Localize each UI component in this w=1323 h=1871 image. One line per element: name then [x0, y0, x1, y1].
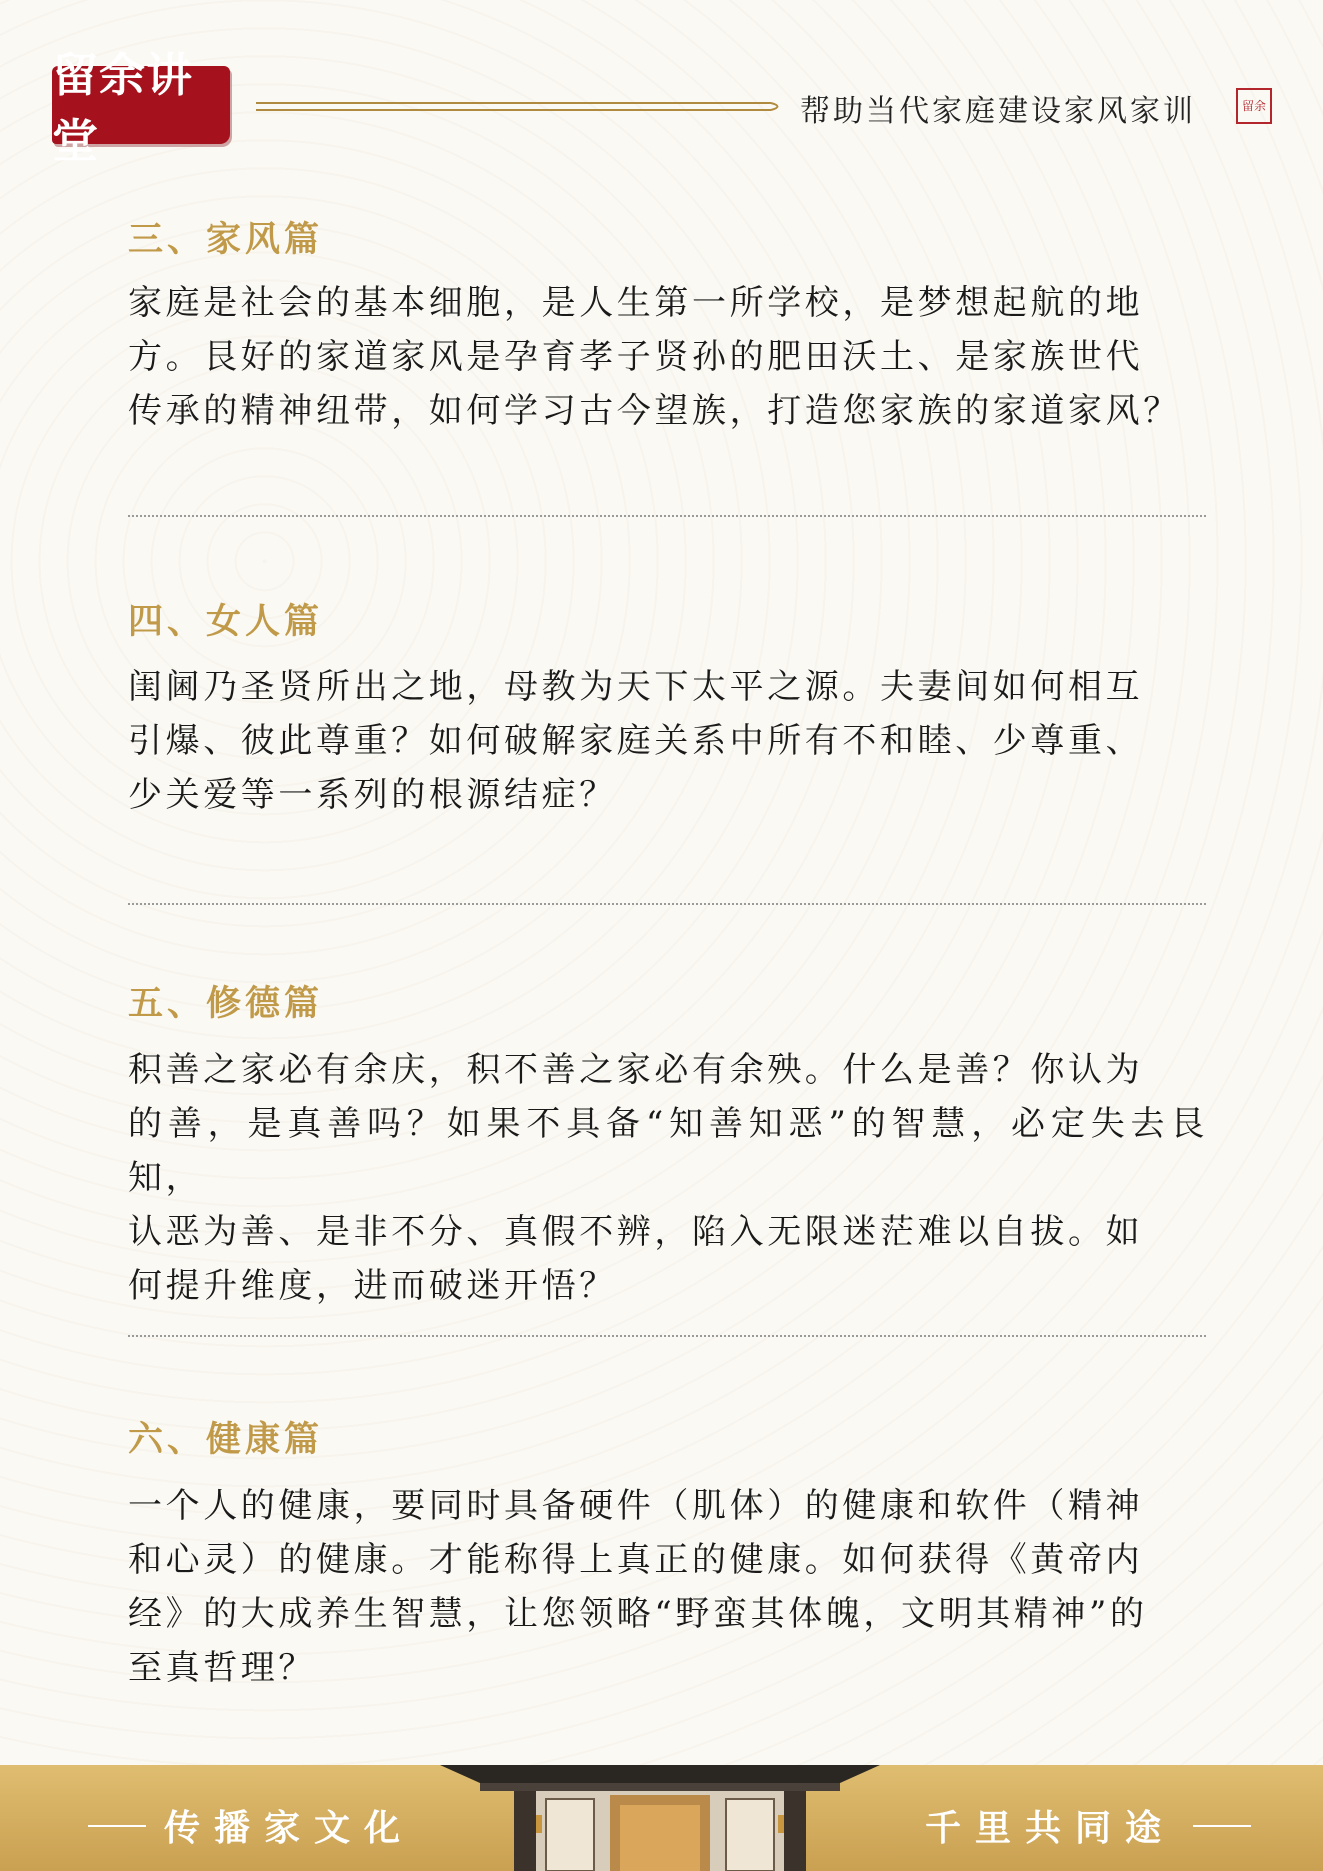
section-body-nvren — [128, 660, 1208, 822]
body-line: 传承的精神纽带，如何学习古今望族，打造您家族的家道家风？ — [128, 391, 1181, 431]
header-slogan: 帮助当代家庭建设家风家训 — [800, 94, 1196, 129]
gate-illustration — [440, 1765, 880, 1871]
section-divider — [128, 1335, 1206, 1337]
footer-left-text: 传播家文化 — [164, 1807, 415, 1849]
header-decorative-line — [256, 100, 786, 114]
body-line: 闺阃乃圣贤所出之地，母教为天下太平之源。夫妻间如何相互 — [128, 667, 1144, 707]
body-line: 家庭是社会的基本细胞，是人生第一所学校，是梦想起航的地 — [128, 283, 1144, 323]
body-line: 的善，是真善吗？如果不具备“知善知恶”的智慧，必定失去艮知， — [128, 1104, 1208, 1198]
body-line: 认恶为善、是非不分、真假不辨，陷入无限迷茫难以自拔。如 — [128, 1212, 1144, 1252]
section-body-xiude — [128, 1043, 1208, 1313]
section-title-nvren: 四、女人篇 — [128, 601, 324, 642]
section-body-jiafeng — [128, 276, 1208, 438]
dash-decoration — [1193, 1825, 1251, 1827]
dash-decoration — [88, 1825, 146, 1827]
body-line: 引爆、彼此尊重？如何破解家庭关系中所有不和睦、少尊重、 — [128, 721, 1144, 761]
section-body-jiankang — [128, 1479, 1208, 1695]
brand-logo: 留余讲堂 — [52, 66, 230, 144]
body-line: 经》的大成养生智慧，让您领略“野蛮其体魄，文明其精神”的 — [128, 1594, 1148, 1634]
body-line: 积善之家必有余庆，积不善之家必有余殃。什么是善？你认为 — [128, 1050, 1144, 1090]
section-title-xiude: 五、修德篇 — [128, 983, 324, 1024]
body-line: 方。艮好的家道家风是孕育孝子贤孙的肥田沃土、是家族世代 — [128, 337, 1144, 377]
seal-stamp: 留余 — [1236, 88, 1272, 124]
body-line: 一个人的健康，要同时具备硬件（肌体）的健康和软件（精神 — [128, 1486, 1144, 1526]
footer-left-slogan — [70, 1800, 414, 1851]
body-line: 至真哲理？ — [128, 1648, 316, 1688]
footer-right-text: 千里共同途 — [925, 1807, 1176, 1849]
body-line: 何提升维度，进而破迷开悟？ — [128, 1266, 617, 1306]
section-divider — [128, 515, 1206, 517]
footer-right-slogan — [925, 1800, 1269, 1851]
section-divider — [128, 903, 1206, 905]
body-line: 和心灵）的健康。才能称得上真正的健康。如何获得《黄帝内 — [128, 1540, 1144, 1580]
body-line: 少关爱等一系列的根源结症？ — [128, 775, 617, 815]
section-title-jiankang: 六、健康篇 — [128, 1419, 324, 1460]
section-title-jiafeng: 三、家风篇 — [128, 219, 324, 260]
